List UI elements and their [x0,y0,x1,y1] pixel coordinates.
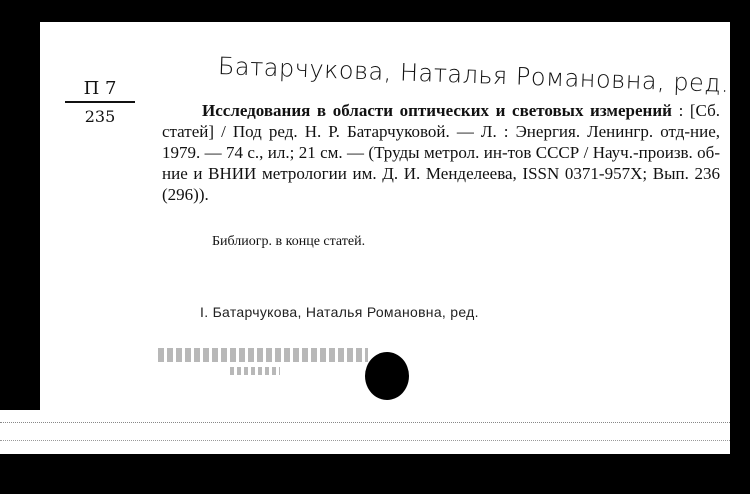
call-number [57,78,143,126]
card-bottom-edge [0,410,750,454]
tracing-entry: I. Батарчукова, Наталья Романовна, ред. [200,304,479,320]
entry-title: Исследования в области оптических и световых измерений [202,101,672,120]
faded-stamp [158,348,368,362]
faded-stamp-2 [230,367,280,375]
ink-blot [365,352,409,400]
call-number-bottom: 235 [84,107,116,126]
bibliography-note: Библиогр. в конце статей. [212,234,366,249]
entry-body: : [Сб. статей] / Под ред. Н. Р. Батарчуковой. — Л. : Энергия. Ленингр. отд-ние, 1979. — 74 с., ил.; 21 см. — (Труды метрол. ин-тов СССР / Науч.-произв. об-ние и ВНИИ метрологии им. Д. И. Менделеева, ISSN 0371-957X; Вып. 236 (296)). [162,101,720,204]
scan-border [730,0,750,494]
call-number-top: П 7 [83,78,117,99]
bibliographic-entry [162,100,720,205]
handwritten-heading: Батарчукова, Наталья Романовна, ред. [217,52,730,98]
call-number-rule [65,101,135,103]
catalog-card [40,22,730,410]
